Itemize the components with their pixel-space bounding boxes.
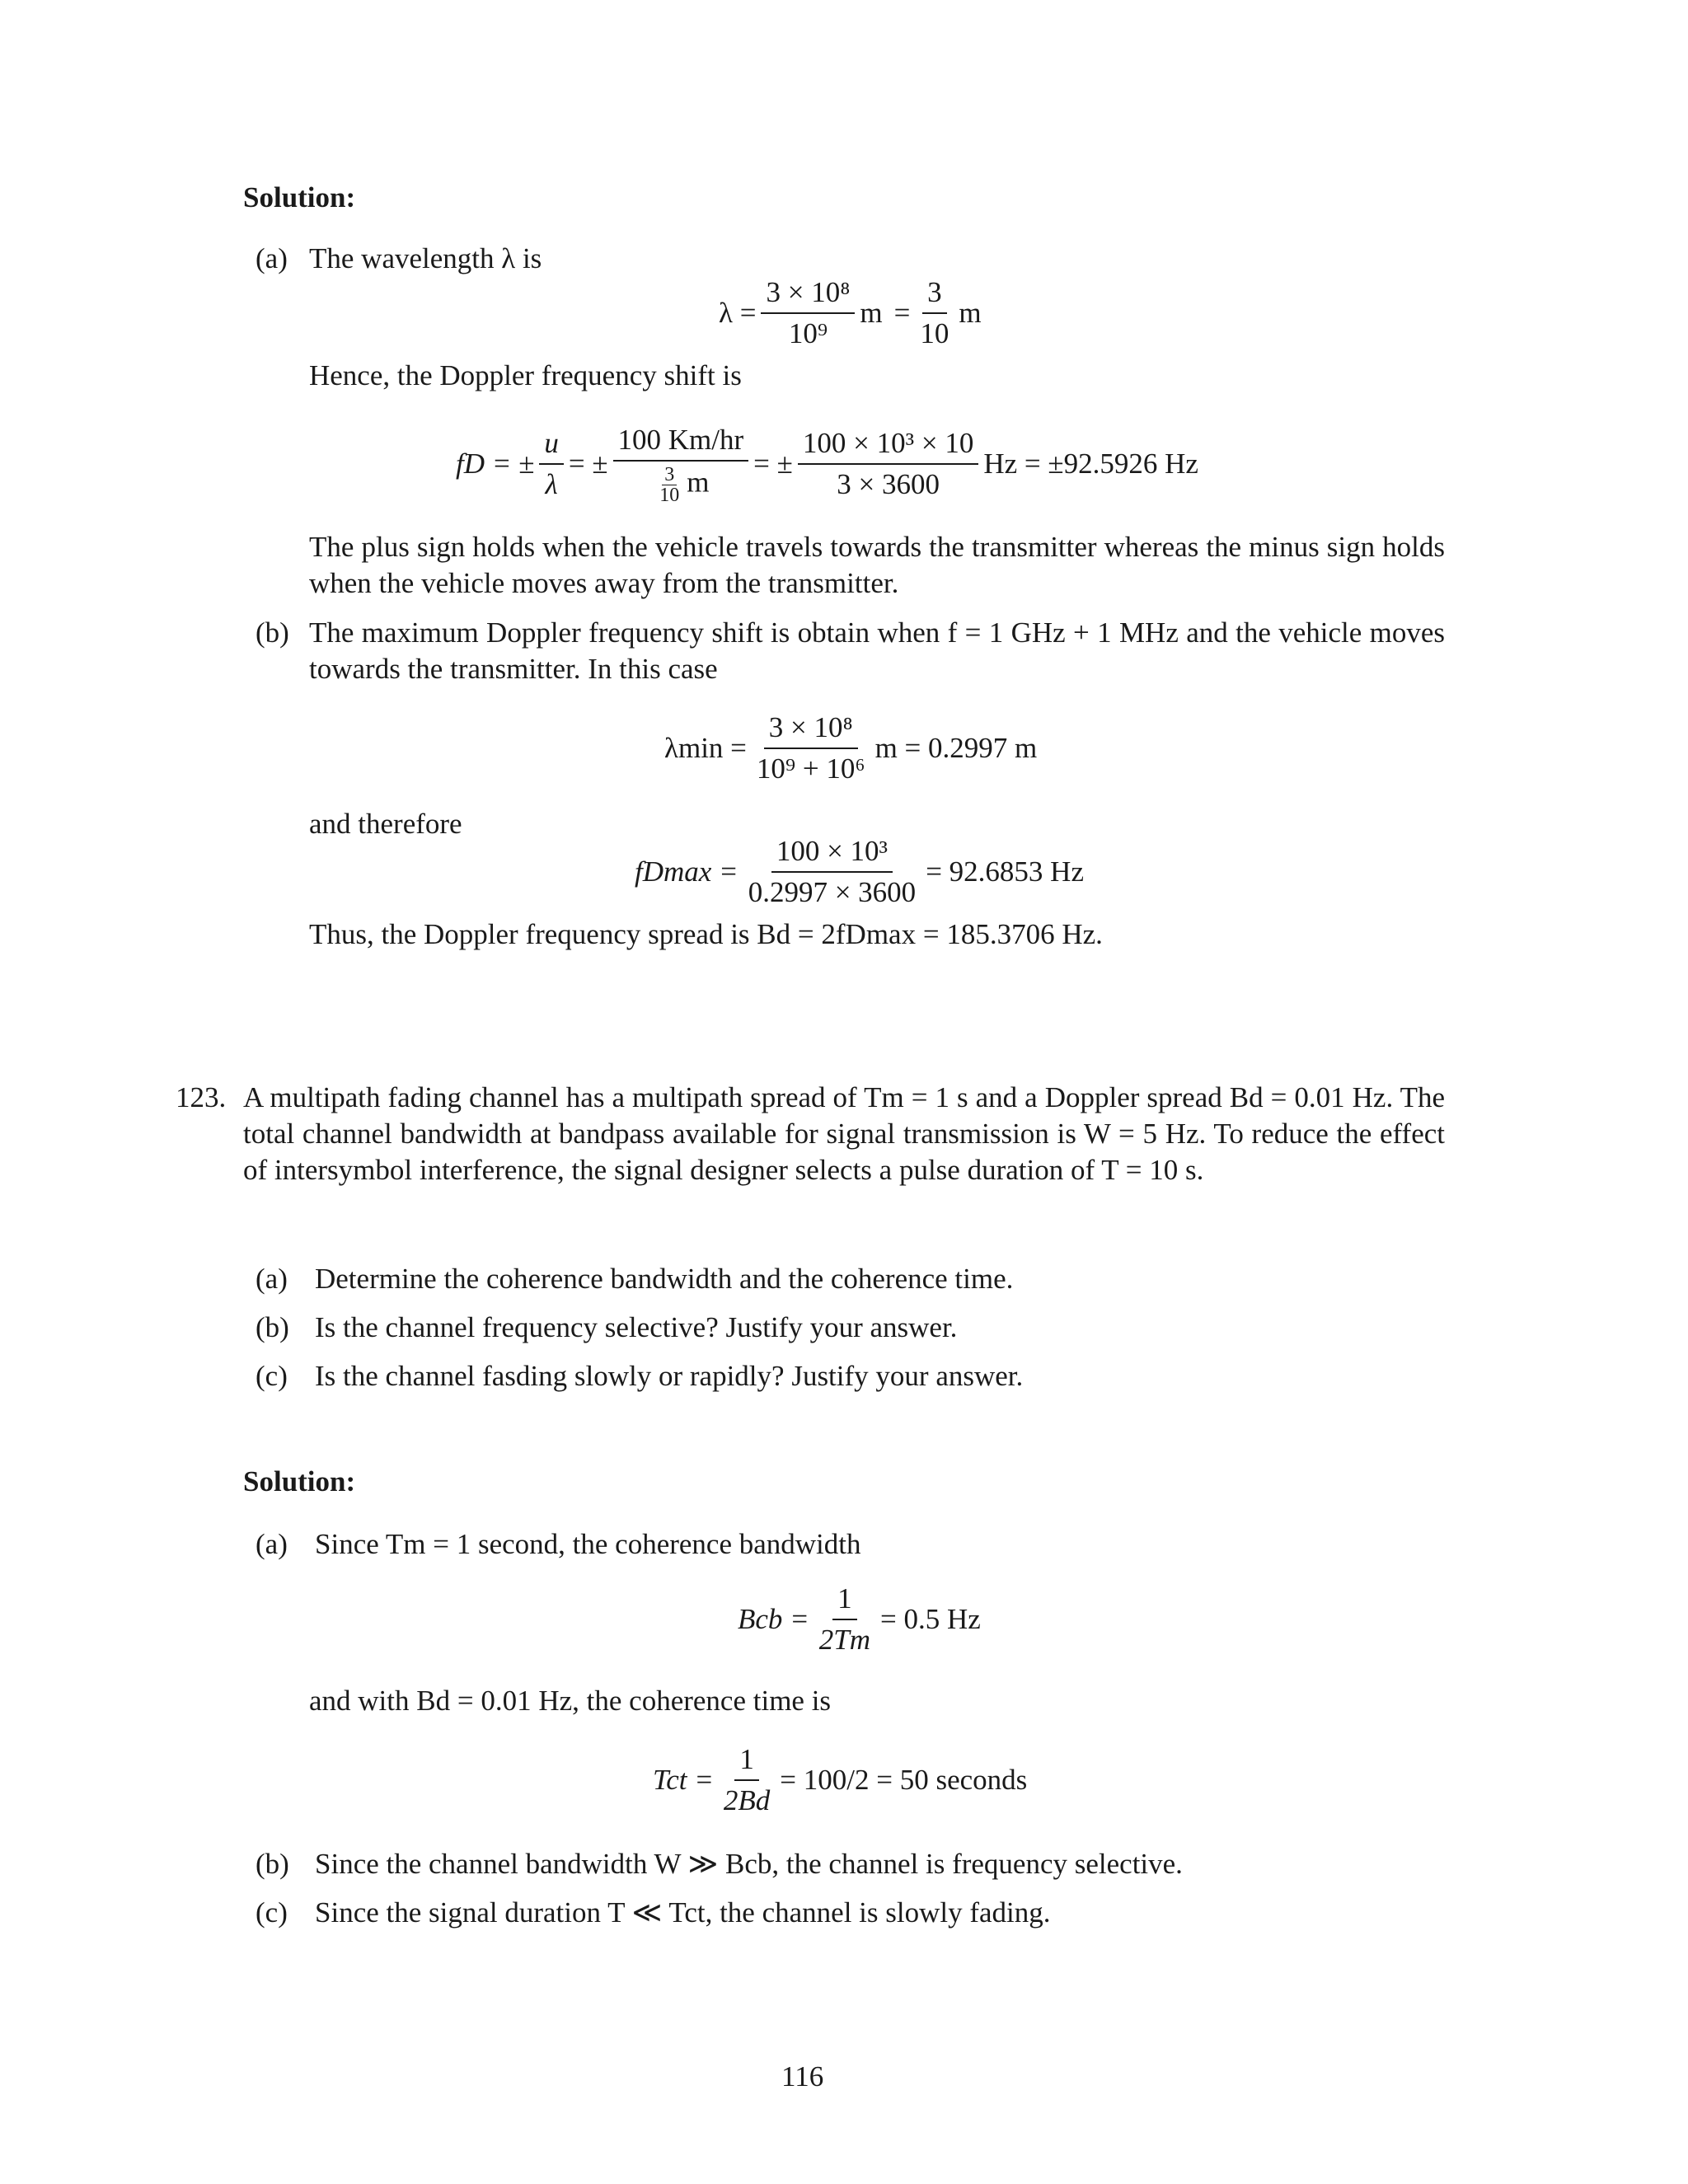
problem-part-b-text: Is the channel frequency selective? Justify your answer. bbox=[315, 1311, 958, 1343]
eq-fd-f3-den: 3 × 3600 bbox=[837, 468, 940, 500]
part-a-intro: The wavelength λ is bbox=[309, 242, 542, 274]
eq-bcb-fraction bbox=[814, 1582, 875, 1657]
part-b-label: (b) bbox=[256, 616, 289, 649]
eq-lambda-f1-num: 3 × 10⁸ bbox=[761, 276, 855, 314]
eq-fd-fraction-3 bbox=[798, 427, 978, 501]
eq-lambda-lhs: λ = bbox=[719, 297, 757, 329]
eq-lambda-f2-den: 10 bbox=[920, 317, 950, 349]
solution2-part-c bbox=[256, 1895, 1051, 1931]
solution2-part-c-label: (c) bbox=[256, 1896, 288, 1929]
problem-text: A multipath fading channel has a multipath spread of Tm = 1 s and a Doppler spread Bd = 0.01 Hz. The total channel bandwidth at bandpass available for signal transmission is W = 5 Hz. To reduce the effect of intersymbol interference, the signal designer selects a pulse duration of T = 10 s. bbox=[243, 1081, 1445, 1186]
problem-part-b bbox=[256, 1310, 957, 1346]
problem-number: 123. bbox=[176, 1081, 227, 1113]
eq-fd-f2-den-fraction bbox=[657, 465, 682, 505]
eq-fdmax-fraction bbox=[743, 835, 921, 909]
eq-fd-f2-den-den: 10 bbox=[659, 484, 680, 506]
eq-lmin-fraction bbox=[752, 711, 870, 785]
eq-fd-f2-den-num: 3 bbox=[662, 465, 677, 485]
solution-heading: Solution: bbox=[243, 181, 356, 213]
eq-lambda-unit-2: m bbox=[959, 297, 982, 329]
eq-fd-f1-num: u bbox=[539, 427, 564, 465]
eq-fd-f1-den: λ bbox=[545, 468, 558, 500]
problem-part-a bbox=[256, 1261, 1013, 1297]
eq-fd-f3-num: 100 × 10³ × 10 bbox=[798, 427, 978, 465]
eq-lambda-fraction-1 bbox=[761, 276, 855, 350]
eq-tct-fraction bbox=[719, 1743, 775, 1817]
problem-part-b-label: (b) bbox=[256, 1311, 289, 1343]
solution2-part-b-label: (b) bbox=[256, 1848, 289, 1880]
eq-lambda-fraction-2 bbox=[915, 276, 954, 350]
eq-fd-f2-den bbox=[647, 462, 714, 505]
fd-max-equation bbox=[635, 831, 1084, 913]
eq-fdmax-num: 100 × 10³ bbox=[771, 835, 893, 873]
eq-lmin-lhs: λmin = bbox=[664, 732, 747, 764]
bd-line: and with Bd = 0.01 Hz, the coherence time is bbox=[309, 1685, 832, 1717]
eq-fdmax-rhs: = 92.6853 Hz bbox=[926, 855, 1084, 888]
hence-text: Hence, the Doppler frequency shift is bbox=[309, 359, 742, 391]
doppler-spread-result: Thus, the Doppler frequency spread is Bd = 2fDmax = 185.3706 Hz. bbox=[309, 918, 1103, 950]
coherence-bandwidth-equation bbox=[738, 1578, 981, 1661]
eq-bcb-lhs: Bcb = bbox=[738, 1603, 809, 1635]
eq-fd-f2-num: 100 Km/hr bbox=[613, 424, 749, 462]
doppler-shift-equation bbox=[456, 419, 1198, 509]
part-a-label: (a) bbox=[256, 242, 288, 274]
eq-lmin-rhs: m = 0.2997 m bbox=[874, 732, 1038, 764]
eq-bcb-num: 1 bbox=[832, 1582, 857, 1620]
eq-bcb-den: 2Tm bbox=[818, 1624, 871, 1656]
eq-lmin-num: 3 × 10⁸ bbox=[764, 711, 858, 749]
eq-lambda-unit-1: m bbox=[860, 297, 883, 329]
eq-lambda-eq: = bbox=[893, 297, 911, 329]
eq-fd-rhs: Hz = ±92.5926 Hz bbox=[983, 448, 1198, 480]
and-therefore-text: and therefore bbox=[309, 808, 462, 840]
eq-lambda-f2-num: 3 bbox=[922, 276, 947, 314]
solution2-part-a-label: (a) bbox=[256, 1528, 288, 1560]
eq-fdmax-lhs: fDmax = bbox=[635, 855, 738, 888]
eq-tct-num: 1 bbox=[734, 1743, 759, 1781]
eq-fd-mid-2: = ± bbox=[753, 448, 793, 480]
eq-lambda-f1-den: 10⁹ bbox=[788, 317, 828, 349]
problem-part-a-label: (a) bbox=[256, 1263, 288, 1295]
solution2-part-a bbox=[256, 1526, 861, 1563]
problem-part-a-text: Determine the coherence bandwidth and the coherence time. bbox=[315, 1263, 1014, 1295]
solution2-part-c-text: Since the signal duration T ≪ Tct, the channel is slowly fading. bbox=[315, 1896, 1051, 1929]
eq-fd-lhs: fD = ± bbox=[456, 448, 535, 480]
plus-sign-note: The plus sign holds when the vehicle travels towards the transmitter whereas the minus sign holds when the vehicle moves away from the transmitter. bbox=[309, 531, 1445, 599]
eq-bcb-rhs: = 0.5 Hz bbox=[880, 1603, 981, 1635]
part-b-text: The maximum Doppler frequency shift is obtain when f = 1 GHz + 1 MHz and the vehicle moves towards the transmitter. In this case bbox=[309, 616, 1445, 685]
eq-fd-fraction-2 bbox=[613, 424, 749, 505]
solution-heading-2: Solution: bbox=[243, 1465, 356, 1497]
eq-fd-fraction-1 bbox=[539, 427, 564, 501]
eq-lmin-den: 10⁹ + 10⁶ bbox=[756, 752, 865, 785]
eq-tct-rhs: = 100/2 = 50 seconds bbox=[780, 1764, 1028, 1796]
eq-tct-lhs: Tct = bbox=[653, 1764, 714, 1796]
eq-fd-mid-1: = ± bbox=[568, 448, 608, 480]
wavelength-equation bbox=[719, 272, 982, 354]
problem-part-c-label: (c) bbox=[256, 1360, 288, 1392]
eq-fdmax-den: 0.2997 × 3600 bbox=[748, 876, 917, 908]
problem-part-c-text: Is the channel fasding slowly or rapidly? Justify your answer. bbox=[315, 1360, 1024, 1392]
problem-part-c bbox=[256, 1358, 1023, 1394]
eq-tct-den: 2Bd bbox=[723, 1784, 771, 1816]
lambda-min-equation bbox=[664, 707, 1037, 790]
eq-fd-f2-den-unit: m bbox=[687, 466, 710, 499]
solution2-part-a-text: Since Tm = 1 second, the coherence bandwidth bbox=[315, 1528, 861, 1560]
coherence-time-equation bbox=[653, 1739, 1027, 1821]
solution2-part-b-text: Since the channel bandwidth W ≫ Bcb, the channel is frequency selective. bbox=[315, 1848, 1183, 1880]
solution2-part-b bbox=[256, 1846, 1183, 1882]
page-number: 116 bbox=[781, 2060, 824, 2093]
